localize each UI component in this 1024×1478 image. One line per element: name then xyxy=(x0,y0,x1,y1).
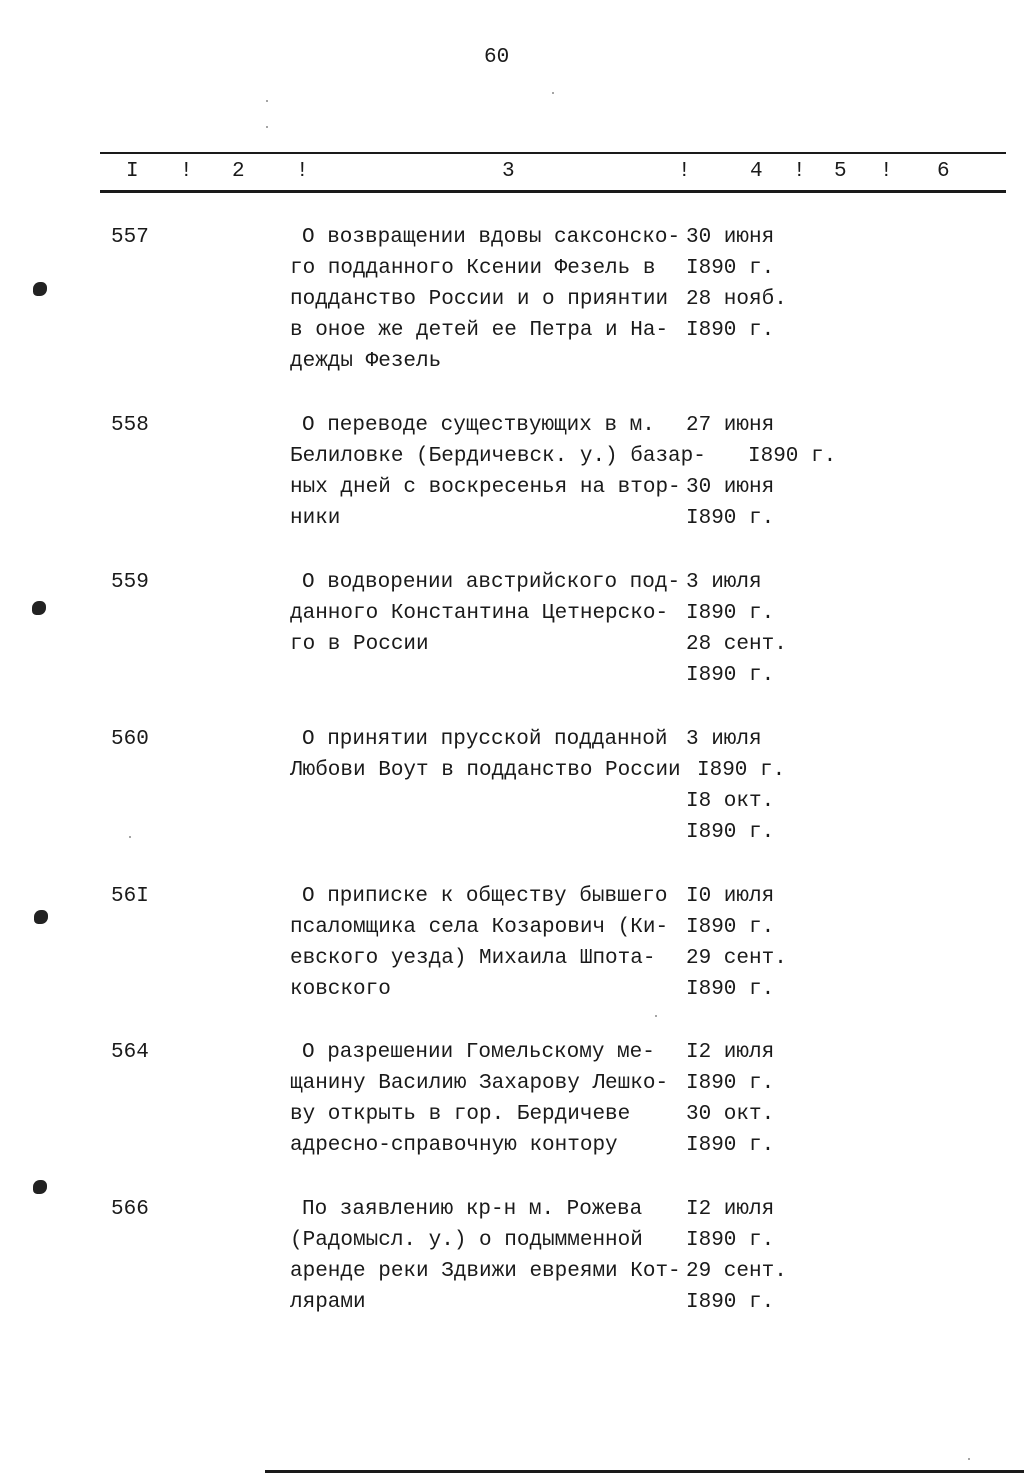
footer-rule xyxy=(265,1470,1024,1473)
column-header: 5 xyxy=(834,160,847,183)
entry-desc-line: О переводе существующих в м. xyxy=(302,414,655,437)
entry-date-line: 3 июля xyxy=(686,571,762,594)
entry-date-line: I0 июля xyxy=(686,885,775,908)
column-header: 6 xyxy=(937,160,950,183)
entry-desc-line: го в России xyxy=(290,633,429,656)
entry-desc-line: ники xyxy=(290,507,341,530)
entry-date-line: I890 г. xyxy=(686,319,775,342)
entry-date-line: I890 г. xyxy=(686,916,775,939)
entry-desc-line: О принятии прусской подданной xyxy=(302,728,668,751)
column-header: I xyxy=(126,160,139,183)
entry-desc-line: Белиловке (Бердичевск. у.) базар- xyxy=(290,445,706,468)
entry-desc-line: в оное же детей ее Петра и На- xyxy=(290,319,669,342)
scan-speck xyxy=(266,100,268,102)
entry-date-line: I890 г. xyxy=(686,257,775,280)
entry-desc-line: ковского xyxy=(290,978,391,1001)
entry-desc-line: евского уезда) Михаила Шпота- xyxy=(290,947,656,970)
entry-date-line: I890 г. xyxy=(686,978,775,1001)
column-header: 3 xyxy=(502,160,515,183)
punch-hole-mark xyxy=(34,910,48,924)
entry-date-line: I890 г. xyxy=(697,759,786,782)
entry-desc-line: псаломщика села Козарович (Ки- xyxy=(290,916,669,939)
entry-desc-line: По заявлению кр-н м. Рожева xyxy=(302,1198,643,1221)
scan-speck xyxy=(552,92,554,94)
entry-desc-line: данного Константина Цетнерско- xyxy=(290,602,669,625)
entry-date-line: 27 июня xyxy=(686,414,775,437)
entry-date-line: I2 июля xyxy=(686,1198,775,1221)
entry-date-line: 30 окт. xyxy=(686,1103,775,1126)
entry-number: 559 xyxy=(111,571,149,594)
entry-date-line: I8 окт. xyxy=(686,790,775,813)
punch-hole-mark xyxy=(33,1180,47,1194)
table-rule-top xyxy=(100,152,1006,154)
entry-number: 56I xyxy=(111,885,149,908)
entry-desc-line: го подданного Ксении Фезель в xyxy=(290,257,656,280)
column-separator: ! xyxy=(180,160,193,183)
entry-date-line: I890 г. xyxy=(686,1072,775,1095)
entry-desc-line: ву открыть в гор. Бердичеве xyxy=(290,1103,631,1126)
entry-number: 557 xyxy=(111,226,149,249)
column-separator: ! xyxy=(678,160,691,183)
entry-date-line: I890 г. xyxy=(686,602,775,625)
column-separator: ! xyxy=(296,160,309,183)
entry-date-line: I890 г. xyxy=(686,507,775,530)
scan-speck xyxy=(266,126,268,128)
entry-desc-line: О разрешении Гомельскому ме- xyxy=(302,1041,655,1064)
entry-desc-line: (Радомысл. у.) о подымменной xyxy=(290,1229,643,1252)
entry-date-line: 30 июня xyxy=(686,476,775,499)
entry-desc-line: лярами xyxy=(290,1291,366,1314)
column-header: 2 xyxy=(232,160,245,183)
entry-date-line: 29 сент. xyxy=(686,947,787,970)
entry-date-line: 3 июля xyxy=(686,728,762,751)
entry-date-line: I890 г. xyxy=(686,1291,775,1314)
entry-desc-line: аренде реки Здвижи евреями Кот- xyxy=(290,1260,681,1283)
page-number: 60 xyxy=(484,46,510,69)
table-rule-bottom xyxy=(100,190,1006,193)
entry-date-line: I890 г. xyxy=(686,664,775,687)
entry-desc-line: щанину Василию Захарову Лешко- xyxy=(290,1072,669,1095)
entry-date-line: I890 г. xyxy=(748,445,837,468)
entry-number: 564 xyxy=(111,1041,149,1064)
entry-date-line: I2 июля xyxy=(686,1041,775,1064)
column-separator: ! xyxy=(880,160,893,183)
entry-date-line: 28 нояб. xyxy=(686,288,787,311)
entry-date-line: I890 г. xyxy=(686,821,775,844)
column-separator: ! xyxy=(793,160,806,183)
scan-speck xyxy=(655,1015,657,1017)
entry-desc-line: О приписке к обществу бывшего xyxy=(302,885,668,908)
entry-desc-line: ных дней с воскресенья на втор- xyxy=(290,476,681,499)
entry-date-line: I890 г. xyxy=(686,1229,775,1252)
punch-hole-mark xyxy=(33,282,47,296)
entry-desc-line: Любови Воут в подданство России xyxy=(290,759,681,782)
entry-desc-line: О водворении австрийского под- xyxy=(302,571,681,594)
scan-speck xyxy=(968,1458,970,1460)
entry-desc-line: подданство России и о приянтии xyxy=(290,288,669,311)
entry-date-line: 28 сент. xyxy=(686,633,787,656)
punch-hole-mark xyxy=(32,601,46,615)
column-header: 4 xyxy=(750,160,763,183)
entry-date-line: I890 г. xyxy=(686,1134,775,1157)
entry-date-line: 30 июня xyxy=(686,226,775,249)
entry-desc-line: адресно-справочную контору xyxy=(290,1134,618,1157)
entry-number: 560 xyxy=(111,728,149,751)
entry-desc-line: О возвращении вдовы саксонско- xyxy=(302,226,681,249)
scan-speck xyxy=(129,836,131,838)
entry-date-line: 29 сент. xyxy=(686,1260,787,1283)
entry-number: 558 xyxy=(111,414,149,437)
entry-desc-line: дежды Фезель xyxy=(290,350,442,373)
entry-number: 566 xyxy=(111,1198,149,1221)
